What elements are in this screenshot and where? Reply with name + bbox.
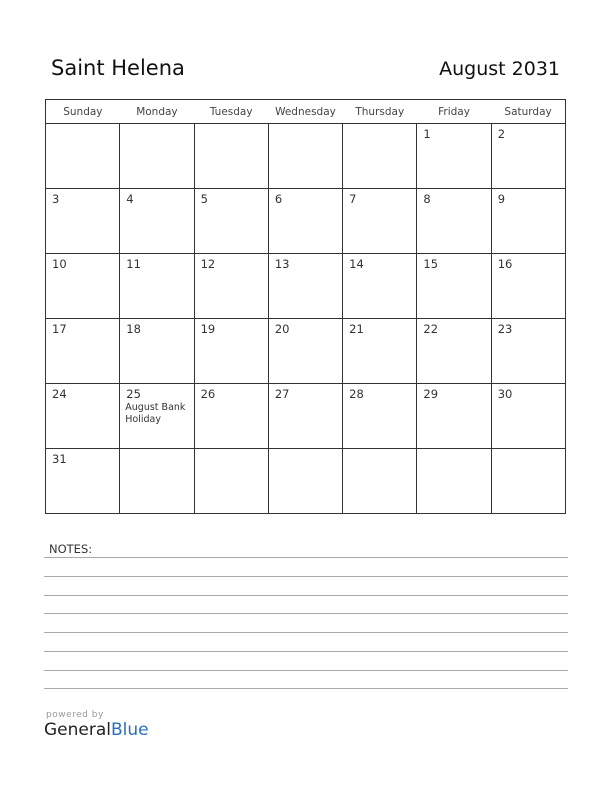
notes-line: [44, 651, 568, 652]
weekday-header: Sunday: [46, 100, 120, 124]
day-cell: [343, 254, 417, 319]
day-cell: [343, 384, 417, 449]
day-cell: [343, 449, 417, 514]
day-cell: [46, 124, 120, 189]
day-cell: [120, 449, 194, 514]
day-cell: [194, 189, 268, 254]
day-cell: [194, 449, 268, 514]
day-number: 24: [52, 387, 67, 401]
notes-line: [44, 613, 568, 614]
day-number: 14: [349, 257, 364, 271]
country-title: Saint Helena: [51, 56, 185, 80]
weekday-header: Thursday: [343, 100, 417, 124]
day-cell: [194, 384, 268, 449]
brand-logo-part1: General: [44, 720, 111, 740]
week-row: [46, 319, 566, 384]
day-number: 28: [349, 387, 364, 401]
weekday-header: Friday: [417, 100, 491, 124]
day-cell: [194, 254, 268, 319]
day-number: 25: [126, 387, 141, 401]
day-cell: [268, 189, 342, 254]
day-cell: [491, 254, 565, 319]
brand-logo-part2: Blue: [111, 720, 149, 740]
day-cell: [46, 449, 120, 514]
day-cell: [268, 124, 342, 189]
day-cell: [120, 124, 194, 189]
week-row: [46, 449, 566, 514]
day-number: 22: [423, 322, 439, 336]
calendar-grid: [45, 99, 566, 514]
holiday-label: August Bank Holiday: [125, 402, 186, 425]
week-row: [46, 384, 566, 449]
day-cell: [417, 384, 491, 449]
day-cell: [46, 254, 120, 319]
day-cell: [417, 124, 491, 189]
day-cell: [491, 124, 565, 189]
day-number: 10: [52, 257, 67, 271]
day-number: 9: [497, 192, 506, 206]
day-number: 27: [274, 387, 290, 401]
powered-by-text: powered by: [46, 710, 104, 720]
weekday-header: Saturday: [491, 100, 565, 124]
day-cell: [491, 449, 565, 514]
week-row: [46, 124, 566, 189]
notes-label: NOTES:: [49, 542, 93, 556]
notes-line: [44, 557, 568, 558]
weekday-header-row: [46, 100, 566, 124]
weekday-header: Wednesday: [268, 100, 342, 124]
day-number: 31: [52, 452, 67, 466]
day-number: 17: [52, 322, 67, 336]
day-cell: [268, 449, 342, 514]
day-cell: [417, 449, 491, 514]
day-number: 29: [423, 387, 439, 401]
day-number: 5: [200, 192, 208, 206]
day-cell: [343, 319, 417, 384]
day-cell: [343, 124, 417, 189]
week-row: [46, 254, 566, 319]
day-number: 2: [497, 127, 506, 141]
day-cell: [417, 319, 491, 384]
day-number: 13: [274, 257, 290, 271]
notes-line: [44, 670, 568, 671]
brand-logo: [44, 720, 149, 740]
day-number: 19: [200, 322, 216, 336]
day-cell: [491, 319, 565, 384]
day-cell: [120, 254, 194, 319]
weekday-header: Monday: [120, 100, 194, 124]
day-number: 26: [200, 387, 216, 401]
notes-line: [44, 688, 568, 689]
day-number: 20: [274, 322, 290, 336]
day-number: 6: [274, 192, 283, 206]
week-row: [46, 189, 566, 254]
day-cell: [46, 319, 120, 384]
notes-line: [44, 595, 568, 596]
day-number: 3: [52, 192, 60, 206]
day-number: 11: [126, 257, 141, 271]
day-number: 12: [200, 257, 216, 271]
day-cell: [268, 254, 342, 319]
month-year-title: August 2031: [439, 58, 560, 80]
day-number: 18: [126, 322, 141, 336]
day-cell: [343, 189, 417, 254]
day-number: 4: [126, 192, 134, 206]
day-number: 7: [349, 192, 357, 206]
day-cell: [417, 189, 491, 254]
day-number: 30: [497, 387, 513, 401]
day-cell: [46, 384, 120, 449]
notes-line: [44, 576, 568, 577]
day-cell: [268, 384, 342, 449]
day-cell: [491, 189, 565, 254]
day-cell: [491, 384, 565, 449]
day-number: 16: [497, 257, 513, 271]
notes-line: [44, 632, 568, 633]
weekday-header: Tuesday: [194, 100, 268, 124]
day-cell: [194, 124, 268, 189]
day-cell: [268, 319, 342, 384]
day-number: 23: [497, 322, 513, 336]
day-cell: [120, 189, 194, 254]
day-cell: [46, 189, 120, 254]
day-number: 1: [423, 127, 431, 141]
day-number: 21: [349, 322, 364, 336]
day-cell: [194, 319, 268, 384]
day-number: 8: [423, 192, 431, 206]
day-cell: [417, 254, 491, 319]
day-cell: [120, 319, 194, 384]
day-number: 15: [423, 257, 439, 271]
day-cell: [120, 384, 194, 449]
